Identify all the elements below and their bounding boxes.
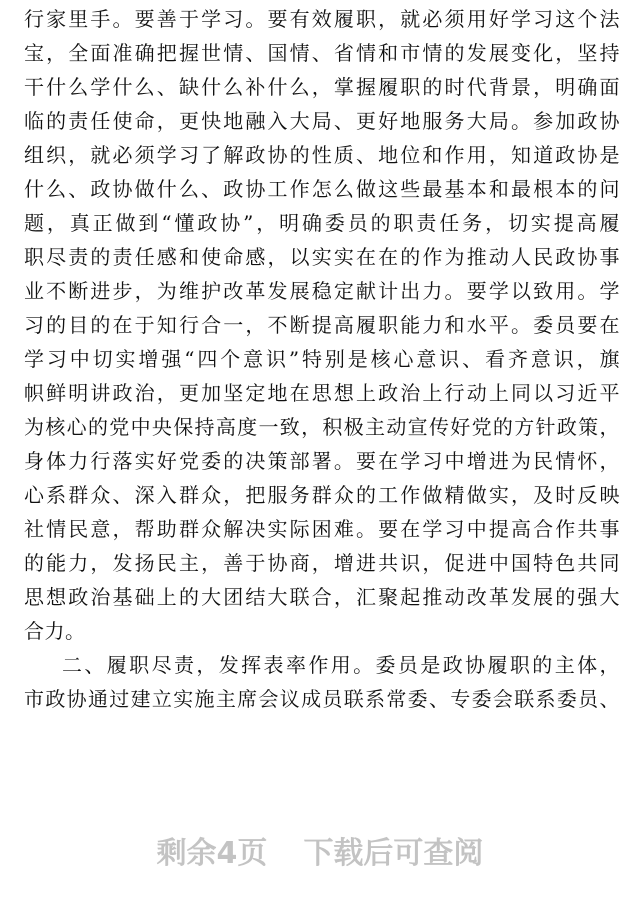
text-line: 组织，就必须学习了解政协的性质、地位和作用，知道政协是 — [24, 143, 620, 167]
text-line: 习的目的在于知行合一，不断提高履职能力和水平。委员要在 — [24, 313, 620, 337]
text-line: 合力。 — [24, 619, 86, 643]
download-to-view-label: 下载后可查阅 — [303, 836, 484, 871]
text-line: 题，真正做到“懂政协”，明确委员的职责任务，切实提高履 — [24, 211, 620, 235]
text-line: 帜鲜明讲政治，更加坚定地在思想上政治上行动上同以习近平 — [24, 381, 620, 405]
text-line: 宝，全面准确把握世情、国情、省情和市情的发展变化，坚持 — [24, 41, 620, 65]
text-line: 业不断进步，为维护改革发展稳定献计出力。要学以致用。学 — [24, 279, 620, 303]
text-line: 思想政治基础上的大团结大联合，汇聚起推动改革发展的强大 — [24, 585, 620, 609]
text-line: 什么、政协做什么、政协工作怎么做这些最基本和最根本的问 — [24, 177, 620, 201]
text-line: 的能力，发扬民主，善于协商，增进共识，促进中国特色共同 — [24, 551, 620, 575]
text-line: 学习中切实增强“四个意识”特别是核心意识、看齐意识，旗 — [24, 347, 620, 371]
text-line: 为核心的党中央保持高度一致，积极主动宣传好党的方针政策， — [24, 415, 620, 439]
text-line: 社情民意，帮助群众解决实际困难。要在学习中提高合作共事 — [24, 517, 620, 541]
text-line: 临的责任使命，更快地融入大局、更好地服务大局。参加政协 — [24, 109, 620, 133]
text-line: 市政协通过建立实施主席会议成员联系常委、专委会联系委员、 — [24, 687, 620, 711]
text-line: 身体力行落实好党委的决策部署。要在学习中增进为民情怀， — [24, 449, 620, 473]
text-line: 行家里手。要善于学习。要有效履职，就必须用好学习这个法 — [24, 7, 620, 31]
text-line: 职尽责的责任感和使命感，以实实在在的作为推动人民政协事 — [24, 245, 620, 269]
download-prompt[interactable] — [0, 832, 640, 876]
text-line: 心系群众、深入群众，把服务群众的工作做精做实，及时反映 — [24, 483, 620, 507]
remaining-pages-label: 剩余4页 — [156, 836, 268, 871]
paragraph-start-line: 二、履职尽责，发挥表率作用。委员是政协履职的主体， — [62, 653, 620, 677]
text-line: 干什么学什么、缺什么补什么，掌握履职的时代背景，明确面 — [24, 75, 620, 99]
